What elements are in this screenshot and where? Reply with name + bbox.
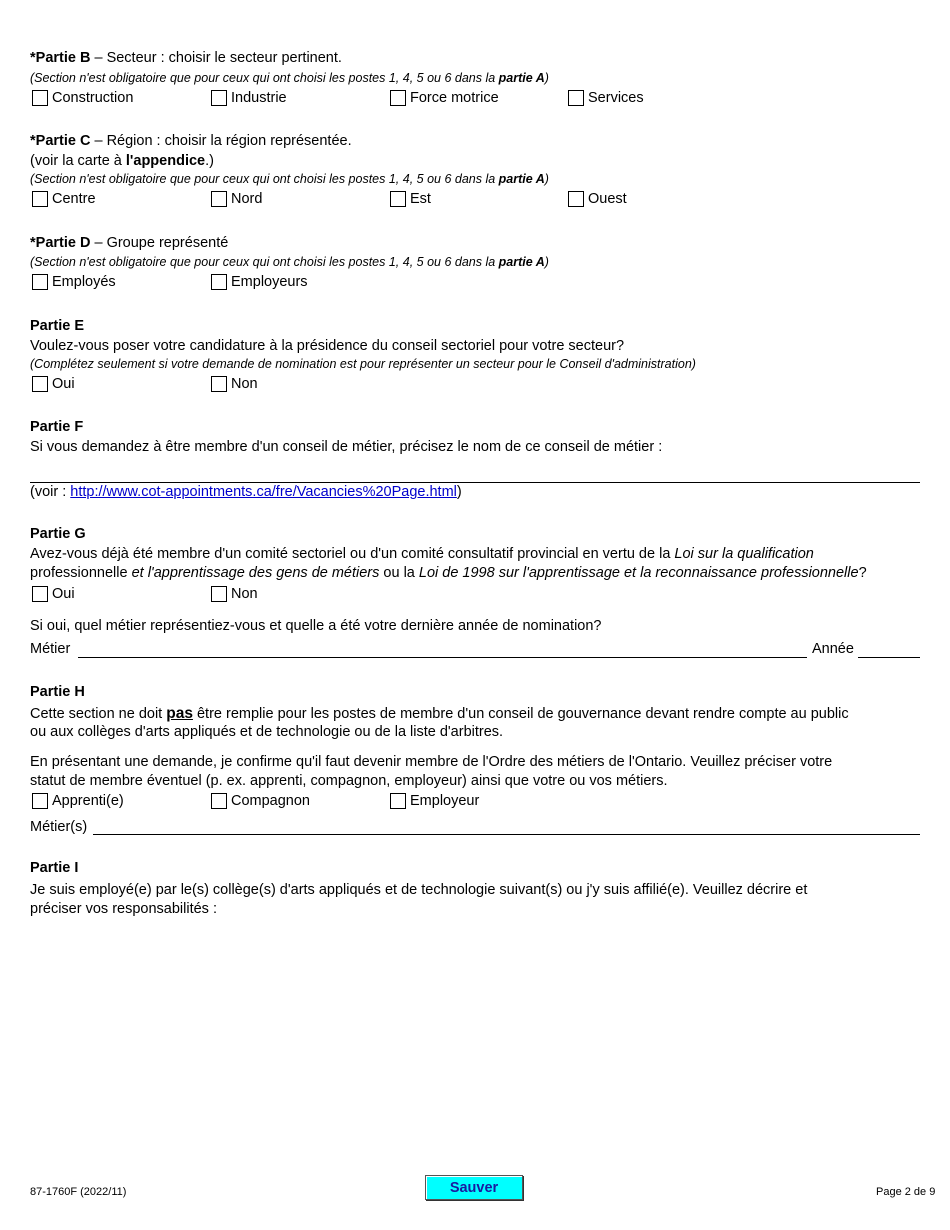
trade-label: Métier (30, 641, 71, 657)
part-i-text-line2: préciser vos responsabilités : (30, 901, 217, 917)
checkbox-box[interactable] (568, 90, 584, 106)
trades-input-line[interactable] (93, 834, 920, 835)
checkbox-compagnon[interactable]: Compagnon (211, 793, 310, 809)
page-number: Page 2 de 9 (876, 1186, 936, 1198)
checkbox-box[interactable] (568, 191, 584, 207)
checkbox-apprenti[interactable]: Apprenti(e) (32, 793, 124, 809)
trades-label: Métier(s) (30, 819, 88, 835)
form-number: 87-1760F (2022/11) (30, 1186, 127, 1198)
year-label: Année (812, 641, 854, 657)
checkbox-construction[interactable]: Construction (32, 90, 133, 106)
checkbox-employes[interactable]: Employés (32, 274, 116, 290)
part-d-heading: *Partie D – Groupe représenté (30, 235, 229, 251)
part-g-question-line2: professionnelle et l'apprentissage des gens de métiers ou la Loi de 1998 sur l'apprentissage et la reconnaissance professionnelle? (30, 565, 867, 581)
part-h-paragraph1-line1: Cette section ne doit pas être remplie pour les postes de membre d'un conseil de gouvernance devant rendre compte au public (30, 705, 849, 722)
trade-input-line[interactable] (78, 657, 807, 658)
checkbox-box[interactable] (211, 586, 227, 602)
checkbox-centre[interactable]: Centre (32, 191, 96, 207)
part-g-followup: Si oui, quel métier représentiez-vous et quelle a été votre dernière année de nomination? (30, 618, 602, 634)
part-f-heading: Partie F (30, 419, 84, 435)
part-c-heading: *Partie C – Région : choisir la région représentée. (30, 133, 352, 149)
checkbox-g-oui[interactable]: Oui (32, 586, 75, 602)
checkbox-box[interactable] (390, 191, 406, 207)
checkbox-box[interactable] (32, 586, 48, 602)
checkbox-box[interactable] (32, 191, 48, 207)
part-g-question-line1: Avez-vous déjà été membre d'un comité sectoriel ou d'un comité consultatif provincial en vertu de la Loi sur la qualification (30, 546, 814, 562)
part-e-note: (Complétez seulement si votre demande de nomination est pour représenter un secteur pour le Conseil d'administration) (30, 357, 696, 371)
checkbox-box[interactable] (211, 376, 227, 392)
part-d-note: (Section n'est obligatoire que pour ceux qui ont choisi les postes 1, 4, 5 ou 6 dans la partie A) (30, 255, 549, 269)
checkbox-box[interactable] (211, 274, 227, 290)
checkbox-nord[interactable]: Nord (211, 191, 262, 207)
year-input-line[interactable] (858, 657, 920, 658)
checkbox-box[interactable] (211, 793, 227, 809)
part-b-heading: *Partie B – Secteur : choisir le secteur pertinent. (30, 50, 342, 66)
checkbox-box[interactable] (32, 793, 48, 809)
part-b-note: (Section n'est obligatoire que pour ceux qui ont choisi les postes 1, 4, 5 ou 6 dans la partie A) (30, 71, 549, 85)
checkbox-box[interactable] (390, 793, 406, 809)
checkbox-box[interactable] (211, 191, 227, 207)
part-i-heading: Partie I (30, 860, 79, 876)
checkbox-employeur[interactable]: Employeur (390, 793, 479, 809)
checkbox-industrie[interactable]: Industrie (211, 90, 287, 106)
part-f-trade-board-field[interactable] (30, 482, 920, 483)
part-g-heading: Partie G (30, 526, 86, 542)
checkbox-ouest[interactable]: Ouest (568, 191, 627, 207)
part-e-question: Voulez-vous poser votre candidature à la présidence du conseil sectoriel pour votre secteur? (30, 338, 625, 354)
part-f-see-link: (voir : http://www.cot-appointments.ca/fre/Vacancies%20Page.html) (30, 484, 462, 500)
checkbox-g-non[interactable]: Non (211, 586, 258, 602)
checkbox-employeurs[interactable]: Employeurs (211, 274, 308, 290)
part-c-note: (Section n'est obligatoire que pour ceux qui ont choisi les postes 1, 4, 5 ou 6 dans la partie A) (30, 172, 549, 186)
part-f-question: Si vous demandez à être membre d'un conseil de métier, précisez le nom de ce conseil de métier : (30, 439, 663, 455)
part-h-heading: Partie H (30, 684, 85, 700)
part-h-paragraph1-line2: ou aux collèges d'arts appliqués et de technologie ou de la liste d'arbitres. (30, 724, 504, 740)
vacancies-link[interactable]: http://www.cot-appointments.ca/fre/Vacancies%20Page.html (70, 484, 457, 500)
save-button[interactable]: Sauver (425, 1175, 523, 1200)
checkbox-box[interactable] (390, 90, 406, 106)
checkbox-box[interactable] (32, 274, 48, 290)
checkbox-force-motrice[interactable]: Force motrice (390, 90, 499, 106)
checkbox-box[interactable] (211, 90, 227, 106)
part-e-heading: Partie E (30, 318, 84, 334)
checkbox-e-oui[interactable]: Oui (32, 376, 75, 392)
part-i-responsibilities-field[interactable] (30, 925, 920, 1155)
part-c-map-reference: (voir la carte à l'appendice.) (30, 153, 214, 169)
checkbox-services[interactable]: Services (568, 90, 644, 106)
checkbox-e-non[interactable]: Non (211, 376, 258, 392)
part-h-paragraph2-line1: En présentant une demande, je confirme qu'il faut devenir membre de l'Ordre des métiers de l'Ontario. Veuillez préciser votre (30, 754, 833, 770)
part-h-paragraph2-line2: statut de membre éventuel (p. ex. apprenti, compagnon, employeur) ainsi que votre ou vos métiers. (30, 773, 668, 789)
checkbox-box[interactable] (32, 376, 48, 392)
checkbox-est[interactable]: Est (390, 191, 431, 207)
checkbox-box[interactable] (32, 90, 48, 106)
part-i-text-line1: Je suis employé(e) par le(s) collège(s) d'arts appliqués et de technologie suivant(s) ou j'y suis affilié(e). Veuillez décrire et (30, 882, 808, 898)
